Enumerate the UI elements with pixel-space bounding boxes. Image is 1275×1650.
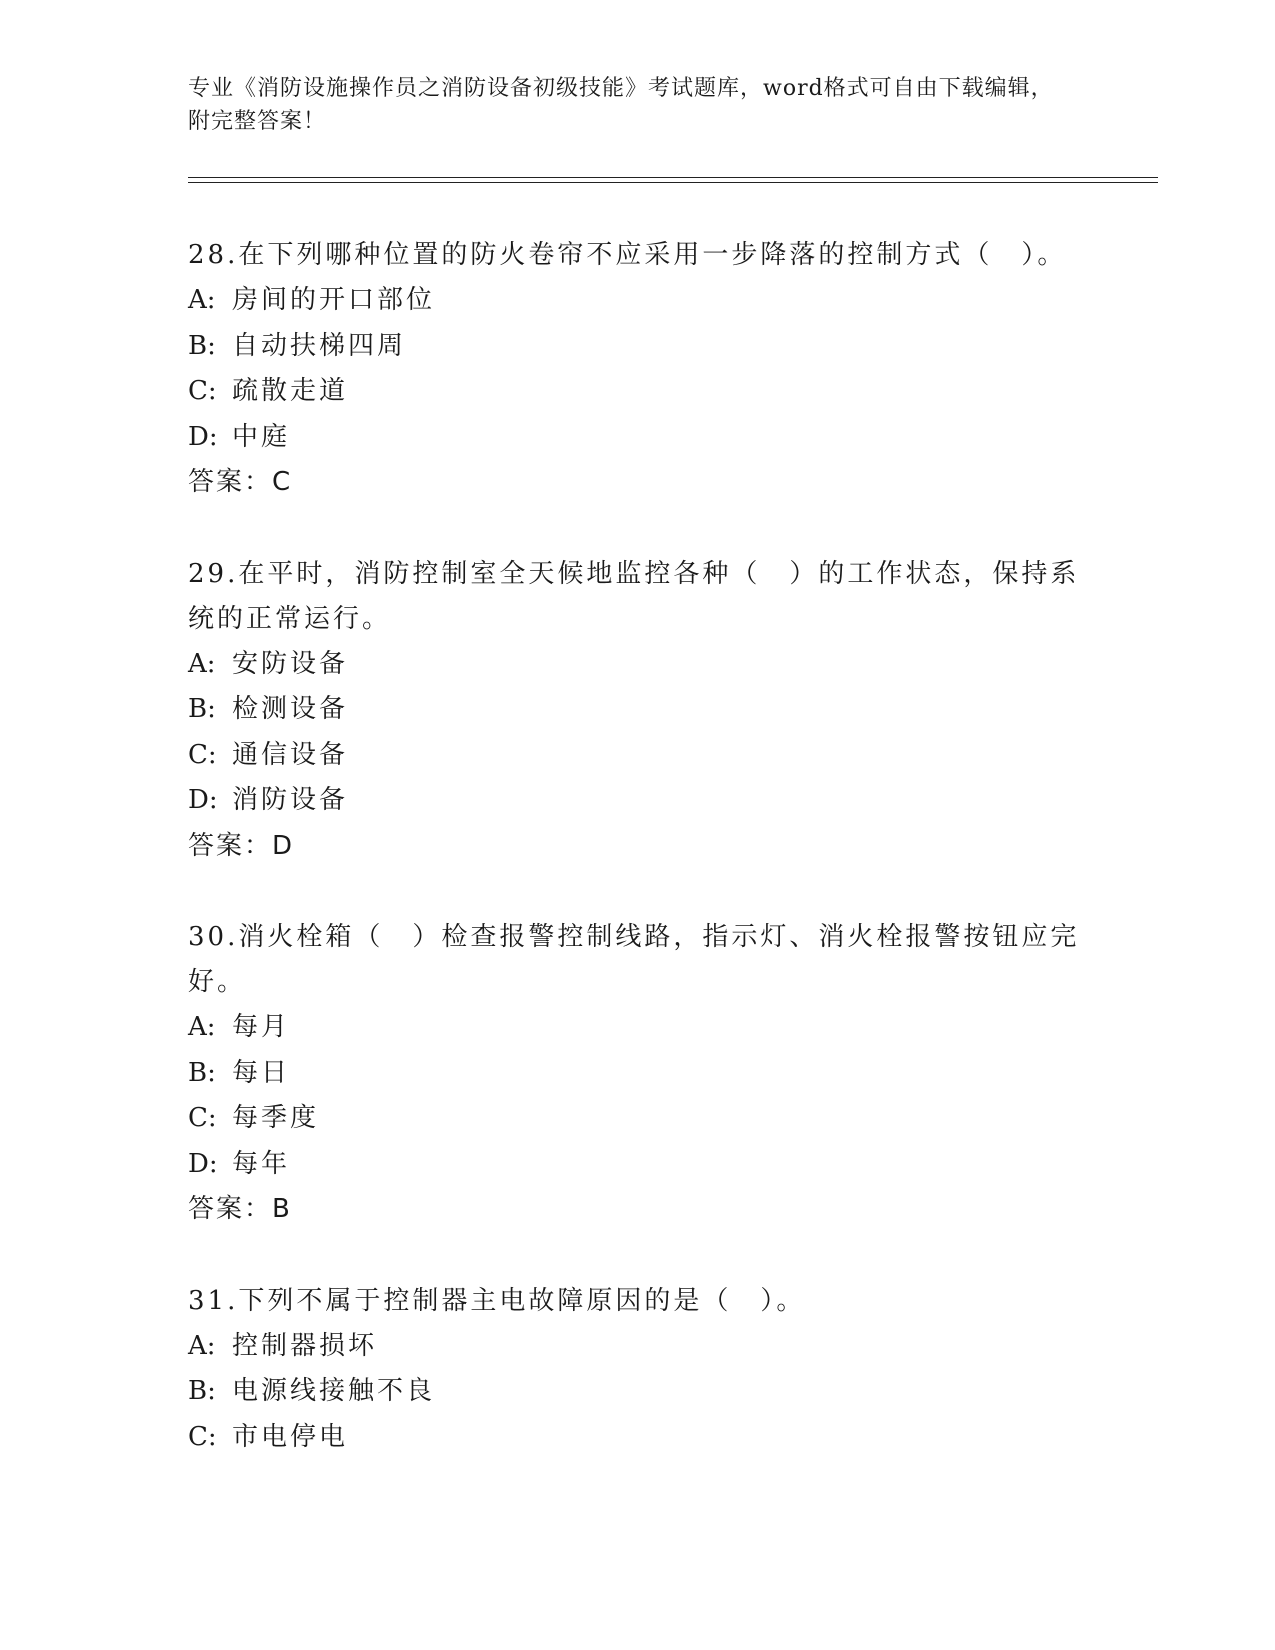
question-stem: 31.下列不属于控制器主电故障原因的是（ ）。 bbox=[188, 1285, 806, 1316]
answer-value: D bbox=[272, 830, 293, 861]
option-b bbox=[188, 687, 1088, 733]
option-key: B: bbox=[188, 1376, 216, 1406]
option-b bbox=[188, 1051, 1088, 1097]
option-c bbox=[188, 369, 1088, 415]
option-d bbox=[188, 1142, 1088, 1188]
option-key: D: bbox=[188, 1148, 218, 1179]
option-key: B: bbox=[188, 694, 216, 724]
option-text: 通信设备 bbox=[232, 739, 349, 770]
option-key: A: bbox=[188, 1330, 216, 1361]
header-divider-top bbox=[188, 177, 1158, 178]
option-text: 电源线接触不良 bbox=[232, 1376, 436, 1406]
question-list bbox=[188, 233, 1088, 1506]
question-28 bbox=[188, 233, 1088, 506]
option-text: 每月 bbox=[232, 1012, 291, 1042]
option-key: D: bbox=[188, 421, 218, 452]
question-stem: 28.在下列哪种位置的防火卷帘不应采用一步降落的控制方式（ ）。 bbox=[188, 240, 1067, 270]
answer-line bbox=[188, 1187, 1088, 1233]
option-a bbox=[188, 1324, 1088, 1370]
option-text: 安防设备 bbox=[232, 648, 349, 679]
option-key: B: bbox=[188, 1057, 216, 1088]
option-b bbox=[188, 1369, 1088, 1415]
option-key: C: bbox=[188, 1421, 217, 1452]
document-header: 专业《消防设施操作员之消防设备初级技能》考试题库，word格式可自由下载编辑，附完整答案！ bbox=[188, 76, 1054, 134]
option-text: 每季度 bbox=[232, 1103, 320, 1133]
option-text: 自动扶梯四周 bbox=[232, 330, 407, 361]
option-a bbox=[188, 1005, 1088, 1051]
header-divider-bottom bbox=[188, 182, 1158, 183]
option-text: 每年 bbox=[232, 1148, 291, 1179]
answer-line bbox=[188, 824, 1088, 870]
answer-value: B bbox=[272, 1194, 290, 1224]
answer-value: C bbox=[272, 467, 291, 497]
answer-label: 答案： bbox=[188, 1194, 273, 1224]
option-key: C: bbox=[188, 1103, 217, 1133]
option-key: A: bbox=[188, 1012, 216, 1042]
option-key: D: bbox=[188, 785, 218, 815]
option-text: 每日 bbox=[232, 1057, 291, 1088]
question-stem: 29.在平时，消防控制室全天候地监控各种（ ）的工作状态，保持系统的正常运行。 bbox=[188, 558, 1080, 634]
option-c bbox=[188, 1415, 1088, 1461]
question-31 bbox=[188, 1279, 1088, 1461]
option-key: A: bbox=[188, 648, 216, 679]
option-text: 市电停电 bbox=[232, 1421, 349, 1452]
option-key: A: bbox=[188, 285, 216, 315]
option-c bbox=[188, 733, 1088, 779]
answer-label: 答案： bbox=[188, 830, 273, 861]
answer-label: 答案： bbox=[188, 467, 273, 497]
option-text: 检测设备 bbox=[232, 694, 349, 724]
question-stem: 30.消火栓箱（ ）检查报警控制线路，指示灯、消火栓报警按钮应完好。 bbox=[188, 922, 1080, 997]
option-d bbox=[188, 778, 1088, 824]
option-key: C: bbox=[188, 739, 217, 770]
option-text: 疏散走道 bbox=[232, 376, 349, 406]
answer-line bbox=[188, 460, 1088, 506]
option-text: 消防设备 bbox=[232, 785, 349, 815]
option-d bbox=[188, 415, 1088, 461]
option-key: B: bbox=[188, 330, 216, 361]
option-c bbox=[188, 1096, 1088, 1142]
question-29 bbox=[188, 552, 1088, 870]
option-a bbox=[188, 278, 1088, 324]
question-30 bbox=[188, 915, 1088, 1233]
option-a bbox=[188, 642, 1088, 688]
option-b bbox=[188, 324, 1088, 370]
option-key: C: bbox=[188, 376, 217, 406]
option-text: 中庭 bbox=[232, 421, 291, 452]
option-text: 房间的开口部位 bbox=[232, 285, 436, 315]
option-text: 控制器损坏 bbox=[232, 1330, 378, 1361]
